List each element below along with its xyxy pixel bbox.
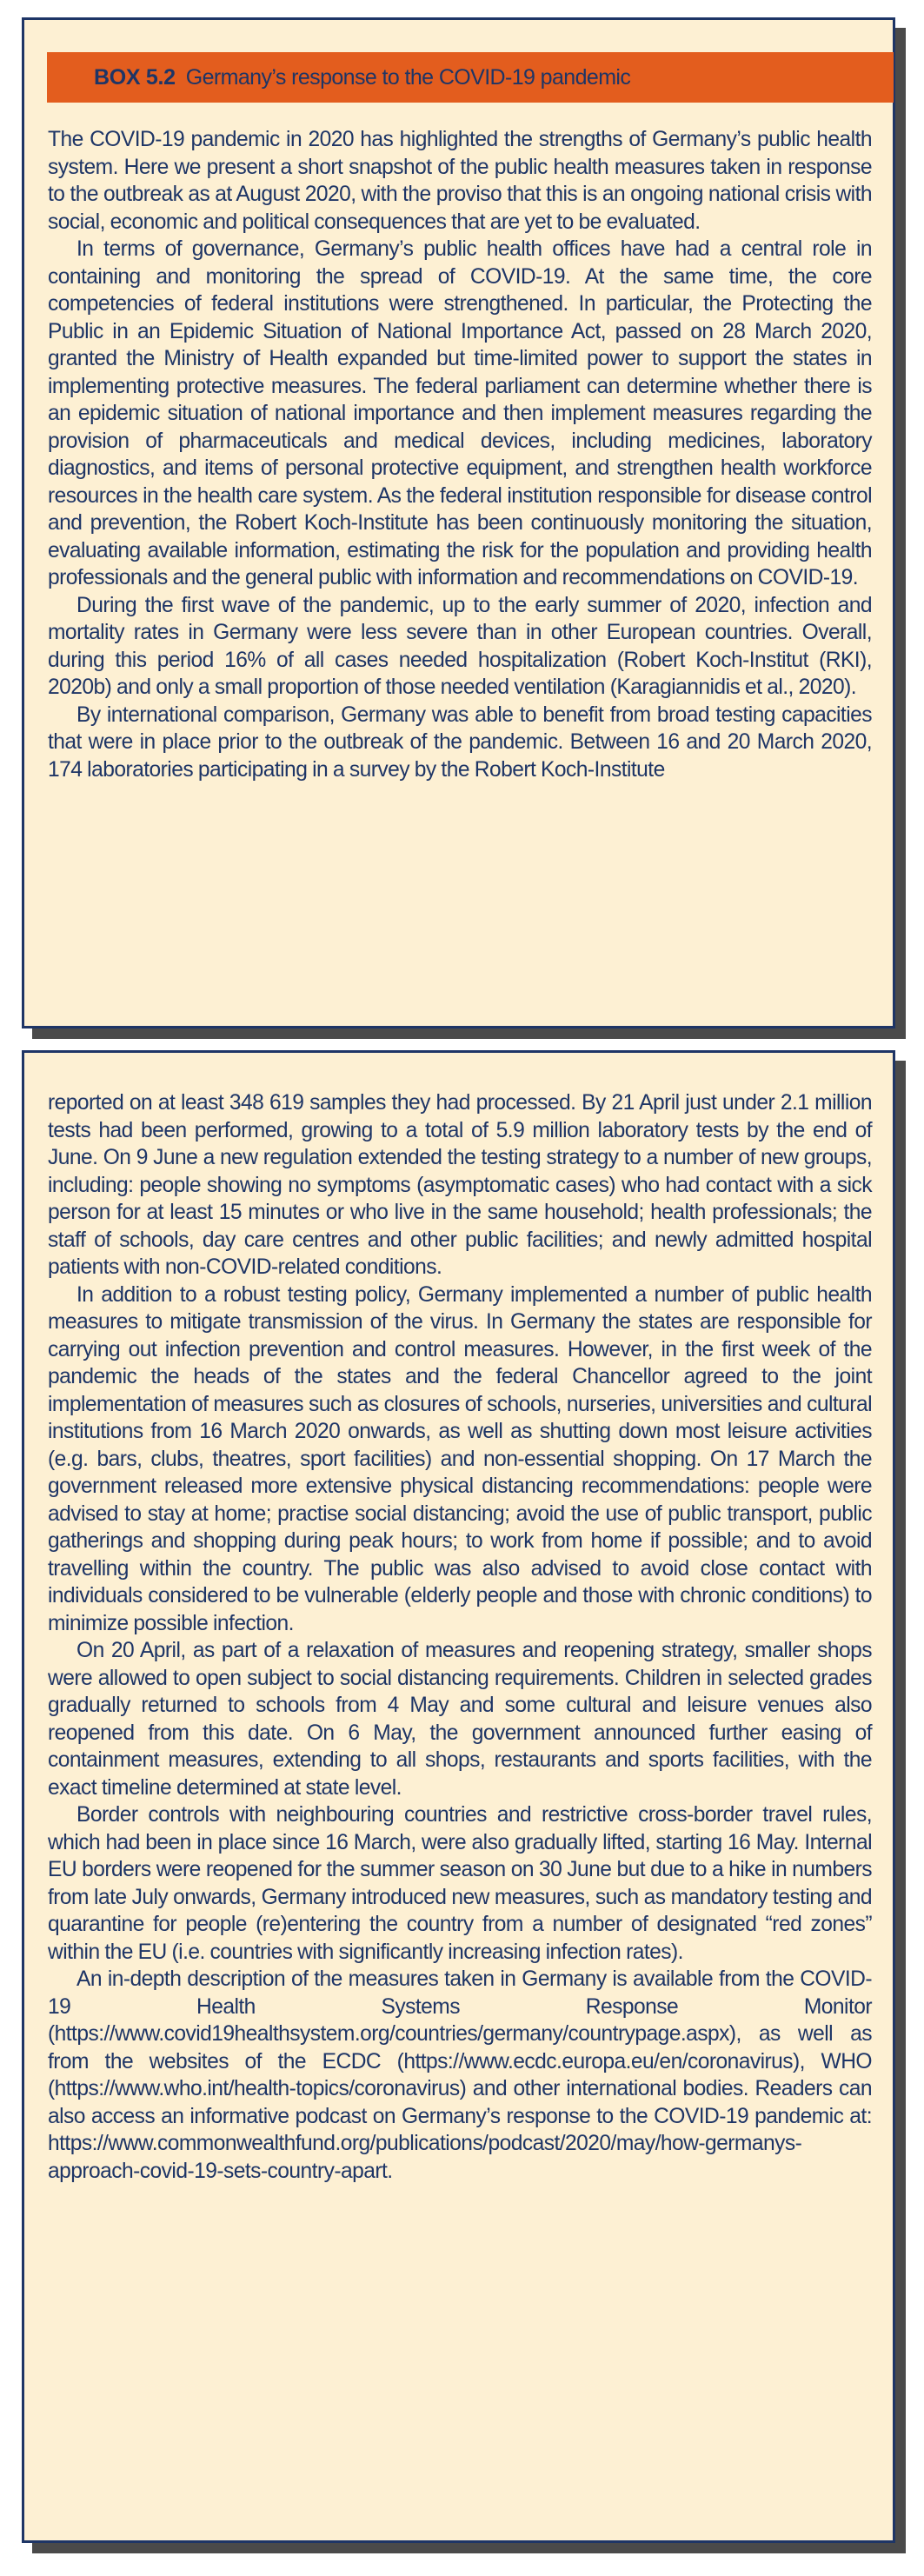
paragraph: Border controls with neighbouring countries and restrictive cross-border travel rules, which had been in place since 16 March, were also gradually lifted, starting 16 May. Internal EU borders were reopened for the summer season on 30 June but due to a hike in numbers from late July onwards, Germany introduced new measures, such as mandatory testing and quarantine for people (re)entering the country from a number of designated “red zones” within the EU (i.e. countries with significantly increasing infection rates). (48, 1803, 872, 1964)
box-number: BOX 5.2 (94, 64, 176, 90)
paragraph: reported on at least 348 619 samples they had processed. By 21 April just under 2.1 million tests had been performed, growing to a total of 5.9 million laboratory tests by the end of June. On 9 June a new regulation extended the testing strategy to a number of new groups, including: people showing no symptoms (asymptomatic cases) who had contact with a sick person for at least 15 minutes or who live in the same household; health professionals; the staff of schools, day care centres and other public facilities; and newly admitted hospital patients with non-COVID-related conditions. (48, 1091, 872, 1279)
box-header (47, 52, 894, 103)
paragraph: In terms of governance, Germany’s public health offices have had a central role in containing and monitoring the spread of COVID-19. At the same time, the core competencies of federal institutions were strengthened. In particular, the Protecting the Public in an Epidemic Situation of National Importance Act, passed on 28 March 2020, granted the Ministry of Health expanded but time-limited power to support the states in implementing protective measures. The federal parliament can determine whether there is an epidemic situation of national importance and then implement measures regarding the provision of pharmaceuticals and medical devices, including medicines, laboratory diagnostics, and items of personal protective equipment, and strengthen health workforce resources in the health care system. As the federal institution responsible for disease control and prevention, the Robert Koch-Institute has been continuously monitoring the situation, evaluating available information, estimating the risk for the population and providing health professionals and the general public with information and recommendations on COVID-19. (48, 237, 872, 589)
box-title: Germany’s response to the COVID-19 pandemic (185, 64, 631, 90)
paragraph: The COVID-19 pandemic in 2020 has highlighted the strengths of Germany’s public health system. Here we present a short snapshot of the public health measures taken in response to the outbreak as at August 2020, with the proviso that this is an ongoing national crisis with social, economic and political consequences that are yet to be evaluated. (48, 128, 872, 234)
paragraph: In addition to a robust testing policy, Germany implemented a number of public health measures to mitigate transmission of the virus. In Germany the states are responsible for carrying out infection prevention and control measures. However, in the first week of the pandemic the heads of the states and the federal Chancellor agreed to the joint implementation of measures such as closures of schools, nurseries, universities and cultural institutions from 16 March 2020 onwards, as well as shutting down most leisure activities (e.g. bars, clubs, theatres, sport facilities) and non-essential shopping. On 17 March the government released more extensive physical distancing recommendations: people were advised to stay at home; practise social distancing; avoid the use of public transport, public gatherings and shopping during peak hours; to work from home if possible; and to avoid travelling within the country. The public was also advised to avoid close contact with individuals considered to be vulnerable (elderly people and those with chronic conditions) to minimize possible infection. (48, 1282, 872, 1635)
box-panel-part-2 (22, 1050, 895, 2543)
box-body-part-1 (48, 126, 872, 783)
paragraph: During the first wave of the pandemic, up to the early summer of 2020, infection and mortality rates in Germany were less severe than in other European countries. Overall, during this period 16% of all cases needed hospitalization (Robert Koch-Institut (RKI), 2020b) and only a small proportion of those needed ventilation (Karagiannidis et al., 2020). (48, 593, 872, 699)
paragraph: An in-depth description of the measures taken in Germany is available from the COVID-19 Health Systems Response Monitor (https://www.covid19healthsystem.org/countries/germany/countrypage.aspx), as well as from the websites of the ECDC (https://www.ecdc.europa.eu/en/coronavirus), WHO (https://www.who.int/health-topics/coronavirus) and other international bodies. Readers can also access an informative podcast on Germany’s response to the COVID-19 pandemic at: https://www.commonwealthfund.org/publications/podcast/2020/may/how-germanys-approach-covid-19-sets-country-apart. (48, 1967, 872, 2183)
paragraph: On 20 April, as part of a relaxation of measures and reopening strategy, smaller shops were allowed to open subject to social distancing requirements. Children in selected grades gradually returned to schools from 4 May and some cultural and leisure venues also reopened from this date. On 6 May, the government announced further easing of containment measures, extending to all shops, restaurants and sports facilities, with the exact timeline determined at state level. (48, 1639, 872, 1800)
box-panel-part-1 (22, 17, 895, 1028)
box-body-part-2 (48, 1089, 872, 2185)
paragraph: By international comparison, Germany was able to benefit from broad testing capacities that were in place prior to the outbreak of the pandemic. Between 16 and 20 March 2020, 174 laboratories participating in a survey by the Robert Koch-Institute (48, 702, 872, 782)
